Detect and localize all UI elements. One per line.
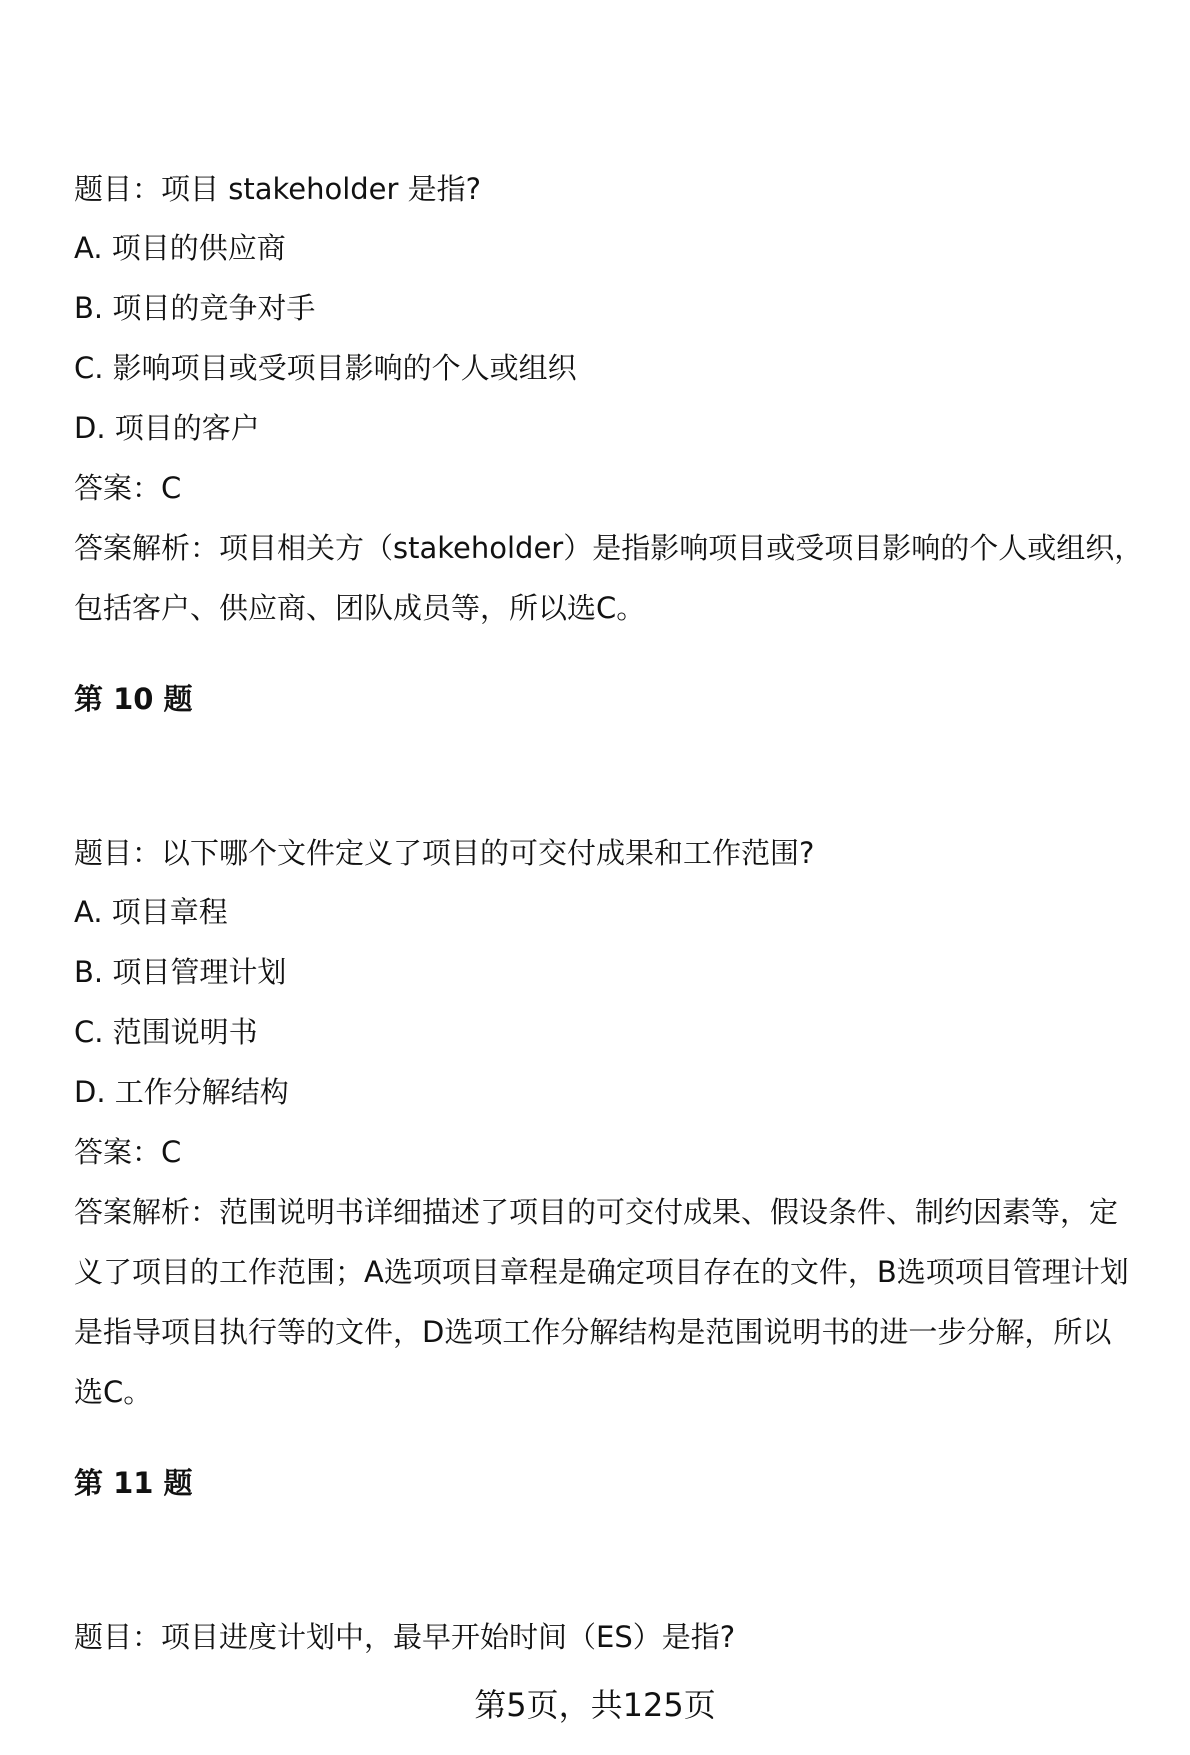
question-text: 题目：项目进度计划中，最早开始时间（ES）是指? [74, 1620, 736, 1654]
explanation-line: 是指导项目执行等的文件，D选项工作分解结构是范围说明书的进一步分解，所以 [74, 1315, 1112, 1349]
explanation-line: 选C。 [74, 1375, 153, 1409]
option-b: B. 项目的竞争对手 [74, 291, 316, 325]
question-heading: 第 11 题 [74, 1466, 193, 1500]
answer: 答案：C [74, 471, 182, 505]
option-c: C. 范围说明书 [74, 1015, 258, 1049]
question-text: 题目：项目 stakeholder 是指? [74, 172, 482, 206]
explanation-line: 答案解析：范围说明书详细描述了项目的可交付成果、假设条件、制约因素等，定 [74, 1195, 1119, 1229]
option-d: D. 项目的客户 [74, 411, 260, 445]
explanation-line: 包括客户、供应商、团队成员等，所以选C。 [74, 591, 646, 625]
option-b: B. 项目管理计划 [74, 955, 287, 989]
question-text: 题目：以下哪个文件定义了项目的可交付成果和工作范围? [74, 836, 815, 870]
question-heading: 第 10 题 [74, 682, 193, 716]
explanation-line: 答案解析：项目相关方（stakeholder）是指影响项目或受项目影响的个人或组织， [74, 531, 1144, 565]
page-number: 第5页，共125页 [474, 1686, 716, 1724]
option-d: D. 工作分解结构 [74, 1075, 289, 1109]
option-a: A. 项目的供应商 [74, 231, 286, 265]
option-c: C. 影响项目或受项目影响的个人或组织 [74, 351, 577, 385]
option-a: A. 项目章程 [74, 895, 228, 929]
answer: 答案：C [74, 1135, 182, 1169]
explanation-line: 义了项目的工作范围；A选项项目章程是确定项目存在的文件，B选项项目管理计划 [74, 1255, 1129, 1289]
